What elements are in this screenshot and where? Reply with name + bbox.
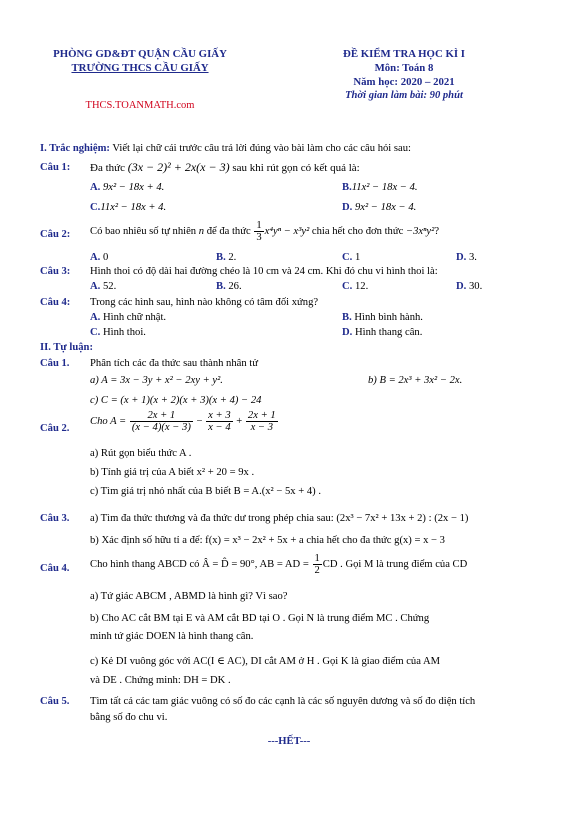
q3-stem: Hình thoi có độ dài hai đường chéo là 10 cm và 24 cm. Khi đó chu vi hình thoi là: — [90, 266, 438, 277]
c2-part-a: a) Rút gọn biểu thức A . — [90, 448, 192, 459]
part1-heading-line — [40, 143, 411, 154]
c5-label: Câu 5. — [40, 696, 70, 707]
c2-label: Câu 2. — [40, 423, 70, 434]
part1-heading: I. Trắc nghiệm: — [40, 143, 110, 154]
q3-option-d: D. 30. — [456, 281, 483, 292]
q3-option-c: C. 12. — [342, 281, 369, 292]
time-limit: Thời gian làm bài: 90 phút — [345, 90, 463, 101]
q2-stem: Có bao nhiêu số tự nhiên n để đa thức $\frac{1}{3}$ x⁴yⁿ − x³y² chia hết cho đơn thức −3xⁿy²? — [90, 220, 440, 244]
website-link[interactable]: THCS.TOANMATH.com — [85, 100, 195, 111]
q2-option-d: D. 3. — [456, 252, 477, 263]
q1-stem — [90, 160, 360, 175]
q2-fraction: $\frac{1}{3}$ — [256, 220, 262, 244]
c5-line1: Tìm tất cả các tam giác vuông có số đo các cạnh là các số nguyên dương và số đo diện tích — [90, 696, 476, 707]
c4-part-c-line1: c) Kẻ DI vuông góc với AC(I ∈ AC), DI cắt AM ở H . Gọi K là giao điểm của AM — [90, 656, 441, 667]
c1-part-b: b) B = 2x³ + 3x² − 2x. — [368, 375, 463, 386]
q1-pre: Đa thức — [90, 162, 125, 174]
q1-option-a: A. 9x² − 18x + 4. — [90, 182, 165, 193]
c2-fraction-1: $\frac{2x + 1}{(x - 4)(x - 3)}$ — [131, 410, 191, 434]
q3-option-a: A. 52. — [90, 281, 117, 292]
c4-part-c-line2: và DE . Chứng minh: DH = DK . — [90, 675, 231, 686]
q4-option-a: A. Hình chữ nhật. — [90, 312, 167, 323]
c2-part-c: c) Tìm giá trị nhỏ nhất của B biết B = A.(x² − 5x + 4) . — [90, 486, 321, 497]
c4-part-b-line1: b) Cho AC cắt BM tại E và AM cắt BD tại O . Gọi N là trung điểm MC . Chứng — [90, 613, 430, 624]
school-name: TRƯỜNG THCS CẦU GIẤY — [71, 62, 209, 74]
c1-label: Câu 1. — [40, 358, 70, 369]
subject: Môn: Toán 8 — [374, 62, 434, 74]
c3-label: Câu 3. — [40, 513, 70, 524]
q3-label: Câu 3: — [40, 266, 71, 277]
c1-text: Phân tích các đa thức sau thành nhân tử — [90, 358, 258, 369]
school-office: PHÒNG GD&ĐT QUẬN CẦU GIẤY — [53, 48, 227, 60]
c3-part-a: a) Tìm đa thức thương và đa thức dư trong phép chia sau: (2x³ − 7x² + 13x + 2) : (2x − 1) — [90, 513, 469, 524]
q2-label: Câu 2: — [40, 229, 71, 240]
exam-title: ĐỀ KIỂM TRA HỌC KÌ I — [343, 48, 465, 60]
q1-label: Câu 1: — [40, 162, 71, 173]
c2-fraction-2: $\frac{x + 3}{x - 4}$ — [208, 410, 231, 434]
c2-fraction-3: $\frac{2x + 1}{x - 3}$ — [247, 410, 276, 434]
c5-line2: bằng số đo chu vi. — [90, 712, 168, 723]
school-year: Năm học: 2020 – 2021 — [353, 76, 455, 88]
q4-option-d: D. Hình thang cân. — [342, 327, 423, 338]
q4-option-b: B. Hình bình hành. — [342, 312, 423, 323]
q2-option-c: C. 1 — [342, 252, 361, 263]
q4-stem: Trong các hình sau, hình nào không có tâm đối xứng? — [90, 297, 319, 308]
c1-part-c: c) C = (x + 1)(x + 2)(x + 3)(x + 4) − 24 — [90, 395, 262, 406]
part2-heading: II. Tự luận: — [40, 342, 93, 353]
q2-option-b: B. 2. — [216, 252, 237, 263]
c4-label: Câu 4. — [40, 563, 70, 574]
c2-part-b: b) Tính giá trị của A biết x² + 20 = 9x . — [90, 467, 255, 478]
end-marker: ---HẾT--- — [267, 736, 311, 747]
c3-part-b: b) Xác định số hữu tỉ a để: f(x) = x³ − 2x² + 5x + a chia hết cho đa thức g(x) = x − 3 — [90, 535, 445, 546]
q1-option-b: B.11x² − 18x − 4. — [342, 182, 418, 193]
q1-post: sau khi rút gọn có kết quả là: — [232, 162, 360, 174]
q1-expr: (3x − 2)² + 2x(x − 3) — [127, 160, 230, 174]
q2-option-a: A. 0 — [90, 252, 109, 263]
c4-fraction: $\frac{1}{2}$ — [314, 553, 320, 577]
c1-part-a: a) A = 3x − 3y + x² − 2xy + y². — [90, 375, 223, 386]
c4-stem: Cho hình thang ABCD có Â = D̂ = 90°, AB = AD = $\frac{1}{2}$ CD . Gọi M là trung điểm của CD — [90, 553, 468, 577]
q4-option-c: C. Hình thoi. — [90, 327, 146, 338]
q3-option-b: B. 26. — [216, 281, 242, 292]
c4-part-b-line2: minh tứ giác DOEN là hình thang cân. — [90, 631, 254, 642]
c4-part-a: a) Tứ giác ABCM , ABMD là hình gì? Vì sao? — [90, 591, 288, 602]
q1-option-d: D. 9x² − 18x − 4. — [342, 202, 417, 213]
c2-expression: Cho A = $\frac{2x + 1}{(x - 4)(x - 3)}$ − $\frac{x + 3}{x - 4}$ + $\frac{2x + 1}{x - 3}$ — [90, 410, 276, 434]
q4-label: Câu 4: — [40, 297, 71, 308]
q1-option-c: C.11x² − 18x + 4. — [90, 202, 167, 213]
part1-instruction: Viết lại chữ cái trước câu trả lời đúng vào bài làm cho các câu hỏi sau: — [109, 143, 411, 154]
